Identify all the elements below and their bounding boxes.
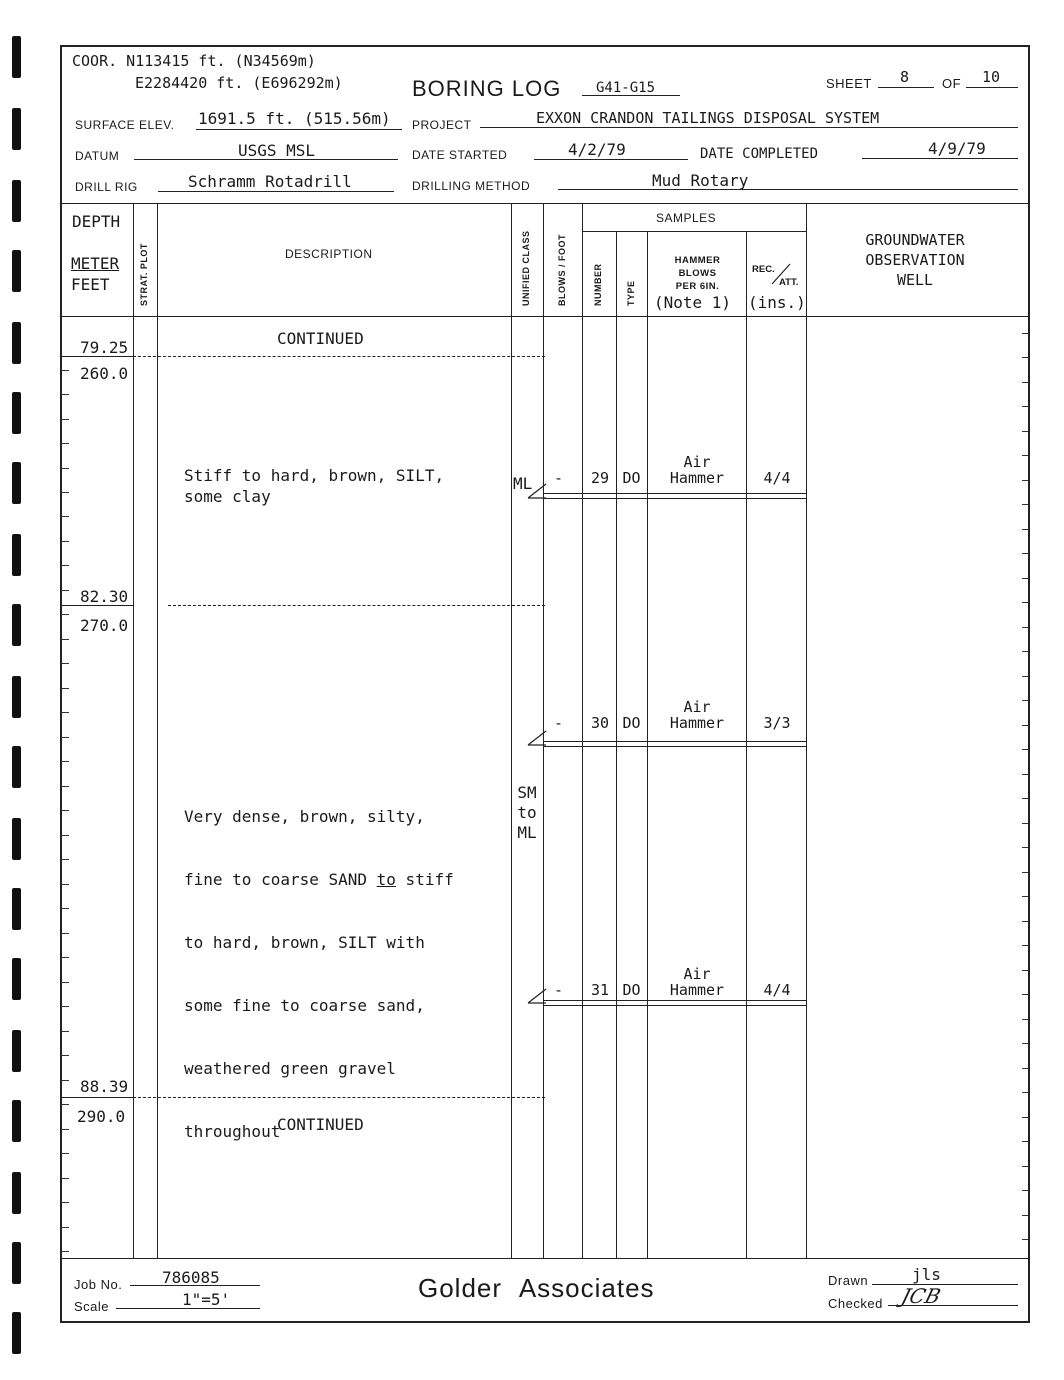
sample-blows: - — [554, 981, 564, 999]
sheet-label: SHEET — [826, 76, 872, 91]
hammer-line: Air — [683, 453, 711, 471]
binder-hole — [12, 818, 21, 860]
sample-number: 29 — [590, 469, 610, 487]
depth-feet-3: 290.0 — [77, 1107, 126, 1126]
sample-recovery: 4/4 — [763, 469, 791, 487]
hammer-header — [650, 254, 745, 293]
blows-foot-header: BLOWS / FOOT — [557, 234, 567, 306]
boring-log-title: BORING LOG — [412, 76, 562, 101]
rec-units: (ins.) — [748, 293, 806, 312]
hammer-header-line1: HAMMER — [674, 255, 721, 266]
binder-hole — [12, 180, 21, 222]
sample-marker-icon — [526, 480, 548, 502]
checked-label: Checked — [828, 1296, 883, 1311]
surface-elev: 1691.5 ft. (515.56m) — [198, 109, 391, 128]
sample-number: 30 — [590, 714, 610, 732]
date-completed-label: DATE COMPLETED — [700, 146, 819, 162]
job-no-label: Job No. — [74, 1277, 123, 1292]
unified-class-header: UNIFIED CLASS — [521, 230, 531, 306]
unified-class-2 — [513, 783, 541, 843]
binder-hole — [12, 676, 21, 718]
binder-hole — [12, 1242, 21, 1284]
sample-number: 31 — [590, 981, 610, 999]
depth-feet-1: 260.0 — [80, 364, 129, 383]
stratum-description-2 — [184, 764, 454, 1163]
att-header: ATT. — [779, 277, 799, 288]
binder-hole — [12, 1030, 21, 1072]
sample-hammer — [648, 454, 746, 486]
binder-hole — [12, 1172, 21, 1214]
class-line: to — [517, 803, 537, 822]
stratum-boundary — [133, 356, 545, 357]
sheet-number: 8 — [900, 68, 910, 86]
hammer-header-line2: BLOWS — [678, 268, 717, 279]
feet-header: FEET — [71, 275, 110, 294]
coordinates-north: COOR. N113415 ft. (N34569m) — [72, 52, 316, 70]
binder-hole — [12, 322, 21, 364]
continued-bottom: CONTINUED — [277, 1115, 364, 1134]
binder-hole — [12, 746, 21, 788]
binder-hole — [12, 392, 21, 434]
samples-header: SAMPLES — [656, 211, 717, 225]
description-line: Very dense, brown, silty, — [184, 807, 425, 826]
binder-hole — [12, 534, 21, 576]
description-line — [184, 869, 454, 890]
company-name: Golder Associates — [418, 1273, 655, 1303]
sample-marker-icon — [526, 985, 548, 1007]
binder-hole — [12, 462, 21, 504]
scale: 1"=5' — [182, 1290, 231, 1309]
sample-marker-icon — [526, 727, 548, 749]
drilling-method-label: DRILLING METHOD — [412, 179, 531, 193]
description-text-underlined: to — [376, 870, 396, 889]
description-line: throughout — [184, 1122, 281, 1141]
hammer-line: Hammer — [669, 469, 725, 487]
hammer-line: Hammer — [669, 981, 725, 999]
date-started: 4/2/79 — [568, 140, 626, 159]
depth-meter-1: 79.25 — [80, 338, 129, 357]
stratum-description-1: Stiff to hard, brown, SILT, some clay — [184, 466, 445, 506]
description-line: weathered green gravel — [184, 1059, 396, 1078]
drilling-method: Mud Rotary — [652, 171, 749, 190]
depth-meter-2: 82.30 — [80, 587, 129, 606]
description-header: DESCRIPTION — [285, 247, 373, 261]
date-started-label: DATE STARTED — [412, 148, 508, 162]
meter-header: METER — [71, 254, 120, 273]
unified-class-1: ML — [513, 474, 533, 493]
binder-hole — [12, 888, 21, 930]
groundwater-header-line2: OBSERVATION — [865, 251, 965, 269]
drill-rig-label: DRILL RIG — [75, 180, 138, 194]
sample-hammer — [648, 966, 746, 998]
depth-header: DEPTH — [72, 212, 121, 231]
drawn-by: jls — [912, 1265, 941, 1284]
rec-header: REC. — [752, 264, 775, 275]
datum: USGS MSL — [238, 141, 316, 160]
groundwater-header-line3: WELL — [896, 271, 934, 289]
continued-top: CONTINUED — [277, 329, 364, 348]
sample-blows: - — [554, 714, 564, 732]
date-completed: 4/9/79 — [928, 139, 986, 158]
hammer-line: Air — [683, 965, 711, 983]
groundwater-header — [820, 230, 1010, 290]
drawn-label: Drawn — [828, 1273, 869, 1288]
surface-elev-label: SURFACE ELEV. — [75, 118, 175, 132]
sample-blows: - — [554, 469, 564, 487]
sample-type: DO — [622, 714, 641, 732]
strat-plot-header: STRAT. PLOT — [139, 243, 149, 306]
project-label: PROJECT — [412, 118, 472, 132]
drill-rig: Schramm Rotadrill — [188, 172, 352, 191]
sheet-total: 10 — [982, 68, 1001, 86]
binder-hole — [12, 108, 21, 150]
sample-type: DO — [622, 981, 641, 999]
description-line: to hard, brown, SILT with — [184, 933, 425, 952]
stratum-boundary — [168, 605, 545, 606]
binder-hole — [12, 36, 21, 78]
depth-meter-3: 88.39 — [80, 1077, 129, 1096]
type-header: TYPE — [626, 280, 636, 306]
binder-hole — [12, 1312, 21, 1354]
binder-hole — [12, 958, 21, 1000]
boring-id: G41-G15 — [596, 80, 656, 96]
sample-recovery: 4/4 — [763, 981, 791, 999]
class-line: SM — [517, 783, 537, 802]
binder-hole — [12, 604, 21, 646]
binder-hole — [12, 1100, 21, 1142]
hammer-line: Air — [683, 698, 711, 716]
hammer-header-line3: PER 6IN. — [675, 281, 720, 292]
coordinates-east: E2284420 ft. (E696292m) — [135, 74, 343, 92]
sample-hammer — [648, 699, 746, 731]
description-text: stiff — [395, 870, 454, 889]
depth-feet-2: 270.0 — [80, 616, 129, 635]
binder-hole — [12, 250, 21, 292]
description-line: some fine to coarse sand, — [184, 996, 425, 1015]
number-header: NUMBER — [593, 263, 603, 306]
of-label: OF — [942, 76, 962, 91]
project-name: EXXON CRANDON TAILINGS DISPOSAL SYSTEM — [536, 109, 880, 127]
rec-att-slash-icon — [770, 262, 792, 286]
description-text: fine to coarse SAND — [184, 870, 377, 889]
sample-recovery: 3/3 — [763, 714, 791, 732]
job-no: 786085 — [162, 1268, 220, 1287]
datum-label: DATUM — [75, 149, 120, 163]
groundwater-header-line1: GROUNDWATER — [865, 231, 965, 249]
scale-label: Scale — [74, 1299, 110, 1314]
hammer-note: (Note 1) — [654, 293, 732, 312]
sample-type: DO — [622, 469, 641, 487]
hammer-line: Hammer — [669, 714, 725, 732]
class-line: ML — [517, 823, 537, 842]
checked-signature: JCB — [898, 1284, 944, 1308]
